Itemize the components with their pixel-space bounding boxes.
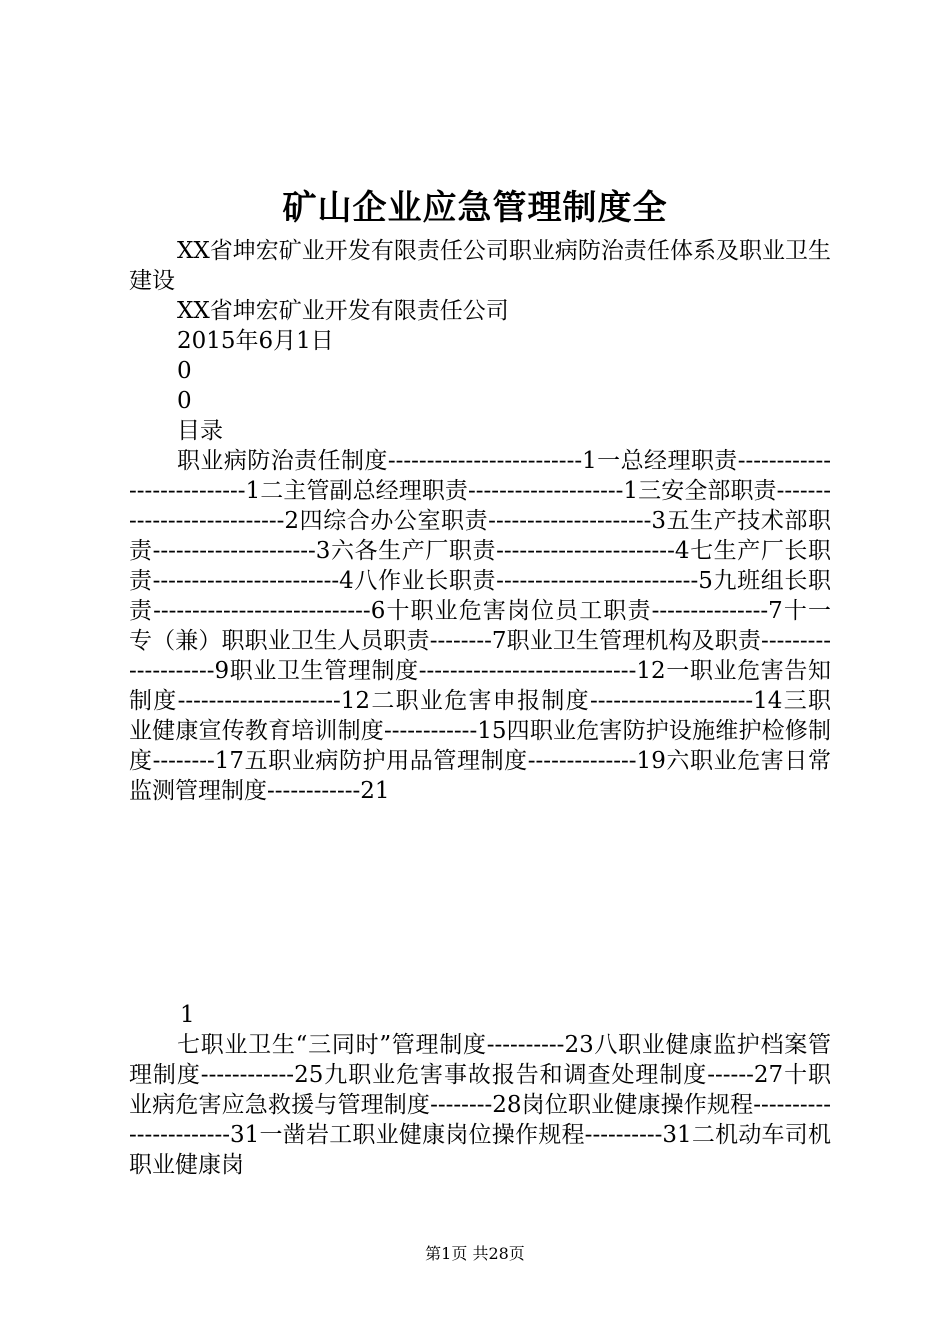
page-footer: 第1页 共28页 [425,1244,525,1263]
company-heading: XX省坤宏矿业开发有限责任公司职业病防治责任体系及职业卫生建设 [129,238,831,294]
toc-heading: 目录 [177,418,223,444]
text-line: 0 [177,358,192,384]
inline-page-number: 1 [180,1002,195,1028]
document-body-continued [129,1030,831,1180]
toc-paragraph: 职业病防治责任制度-------------------------1一总经理职责---------------------------1二主管副总经理职责--------------------1三安全部职责---------------------------2四综合办公室职责---------------------3五生产技术部职责---------------------3六各生产厂职责-----------------------4七生产厂长职责------------------------4八作业长职责--------------------------5九班组长职责----------------------------6十职业危害岗位员工职责---------------7十一专（兼）职职业卫生人员职责--------7职业卫生管理机构及职责--------------------9职业卫生管理制度----------------------------12一职业危害告知制度---------------------12二职业危害申报制度---------------------14三职业健康宣传教育培训制度------------15四职业危害防护设施维护检修制度--------17五职业病防护用品管理制度--------------19六职业危害日常监测管理制度------------21 [129,448,831,804]
toc-paragraph: 七职业卫生“三同时”管理制度----------23八职业健康监护档案管理制度------------25九职业危害事故报告和调查处理制度------27十职业病危害应急救援与管理制度--------28岗位职业健康操作规程-----------------------31一凿岩工职业健康岗位操作规程----------31二机动车司机职业健康岗 [129,1032,831,1178]
text-line: 0 [177,388,192,414]
document-date: 2015年6月1日 [177,328,334,354]
company-name: XX省坤宏矿业开发有限责任公司 [177,298,509,324]
document-title: 矿山企业应急管理制度全 [282,188,668,228]
document-body [129,236,831,806]
